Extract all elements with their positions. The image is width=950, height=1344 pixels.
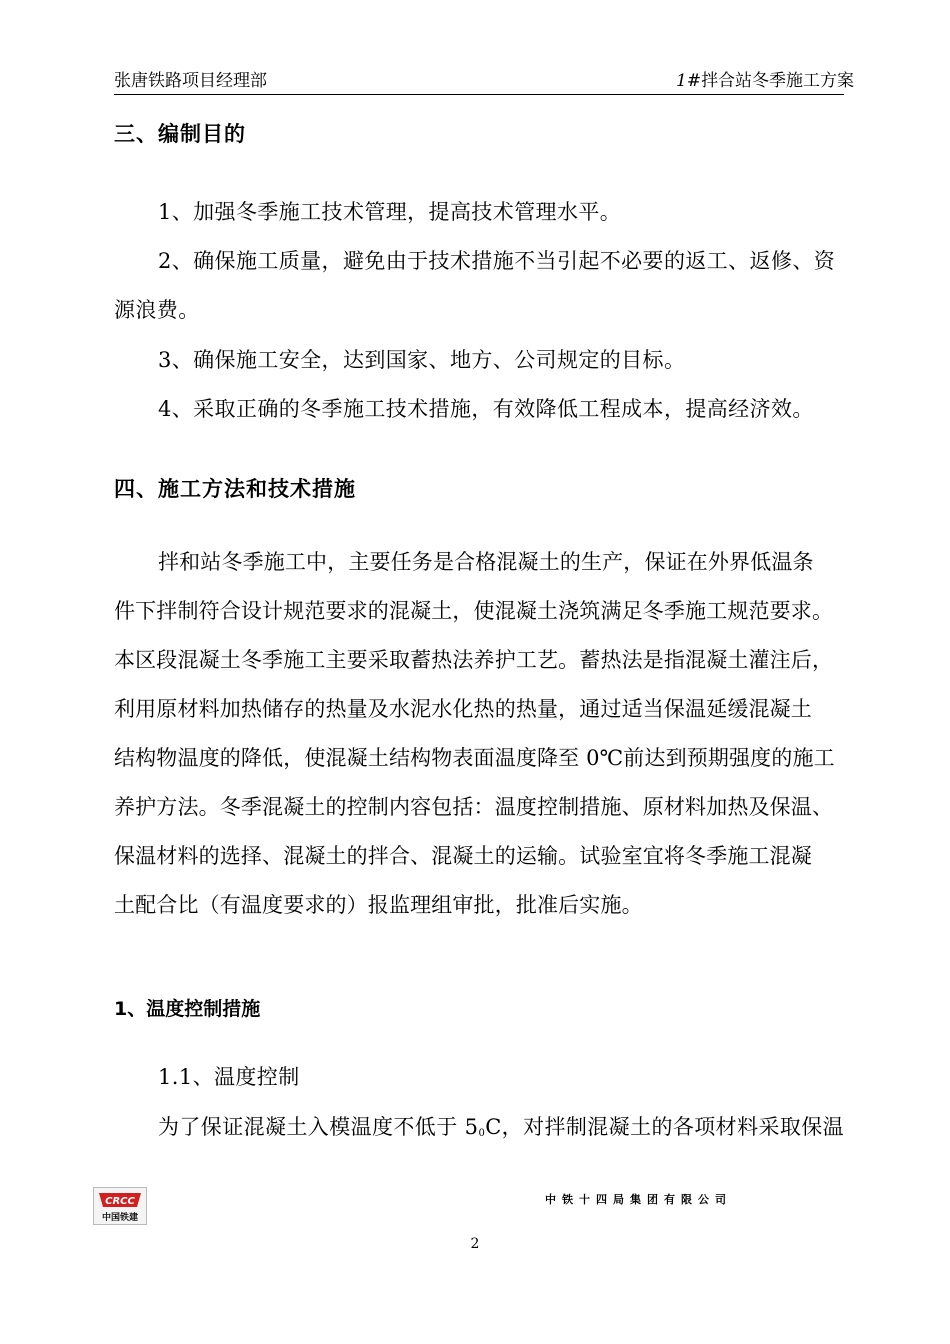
section-heading-methods: 四、施工方法和技术措施 — [114, 477, 356, 501]
text-segment: C，对拌制混凝土的各项材料采取保温 — [485, 1115, 845, 1139]
paragraph-line: 土配合比（有温度要求的）报监理组审批，批准后实施。 — [114, 893, 643, 917]
paragraph-line: 利用原材料加热储存的热量及水泥水化热的热量，通过适当保温延缓混凝土 — [114, 697, 812, 721]
header-left-text: 张唐铁路项目经理部 — [114, 71, 267, 91]
section-heading-purpose: 三、编制目的 — [114, 122, 246, 146]
header-right-title: 拌合站冬季施工方案 — [701, 71, 855, 91]
purpose-item-2-continued: 源浪费。 — [114, 298, 200, 322]
purpose-item-1: 1、加强冬季施工技术管理，提高技术管理水平。 — [158, 200, 622, 224]
crcc-logo — [93, 1187, 147, 1225]
subsection-heading-temperature: 1、温度控制措施 — [114, 998, 261, 1020]
paragraph-line: 结构物温度的降低，使混凝土结构物表面温度降至 0℃前达到预期强度的施工 — [114, 746, 835, 770]
sub-subsection-heading-temperature-control: 1.1、温度控制 — [158, 1065, 300, 1089]
purpose-item-2: 2、确保施工质量，避免由于技术措施不当引起不必要的返工、返修、资 — [158, 249, 836, 273]
text-segment: 为了保证混凝土入模温度不低于 5 — [158, 1115, 479, 1139]
header-divider — [114, 94, 844, 95]
logo-subtext: 中国铁建 — [101, 1213, 139, 1223]
degree-mark: 0 — [478, 1128, 486, 1139]
header-right-text — [676, 66, 854, 91]
paragraph-line: 保温材料的选择、混凝土的拌合、混凝土的运输。试验室宜将冬季施工混凝 — [114, 844, 812, 868]
footer-company-name: 中铁十四局集团有限公司 — [545, 1193, 732, 1206]
page-number: 2 — [470, 1236, 480, 1252]
header-right-prefix: 1# — [676, 71, 702, 91]
logo-text: CRCC — [105, 1196, 135, 1207]
temperature-control-text — [158, 1103, 844, 1158]
methods-paragraph — [114, 538, 859, 930]
purpose-item-4: 4、采取正确的冬季施工技术措施，有效降低工程成本，提高经济效。 — [158, 397, 814, 421]
paragraph-line: 拌和站冬季施工中，主要任务是合格混凝土的生产，保证在外界低温条 — [158, 550, 814, 574]
paragraph-line: 件下拌制符合设计规范要求的混凝土，使混凝土浇筑满足冬季施工规范要求。 — [114, 599, 834, 623]
paragraph-line: 养护方法。冬季混凝土的控制内容包括：温度控制措施、原材料加热及保温、 — [114, 795, 834, 819]
paragraph-line: 本区段混凝土冬季施工主要采取蓄热法养护工艺。蓄热法是指混凝土灌注后， — [114, 648, 834, 672]
purpose-item-3: 3、确保施工安全，达到国家、地方、公司规定的目标。 — [158, 348, 686, 372]
